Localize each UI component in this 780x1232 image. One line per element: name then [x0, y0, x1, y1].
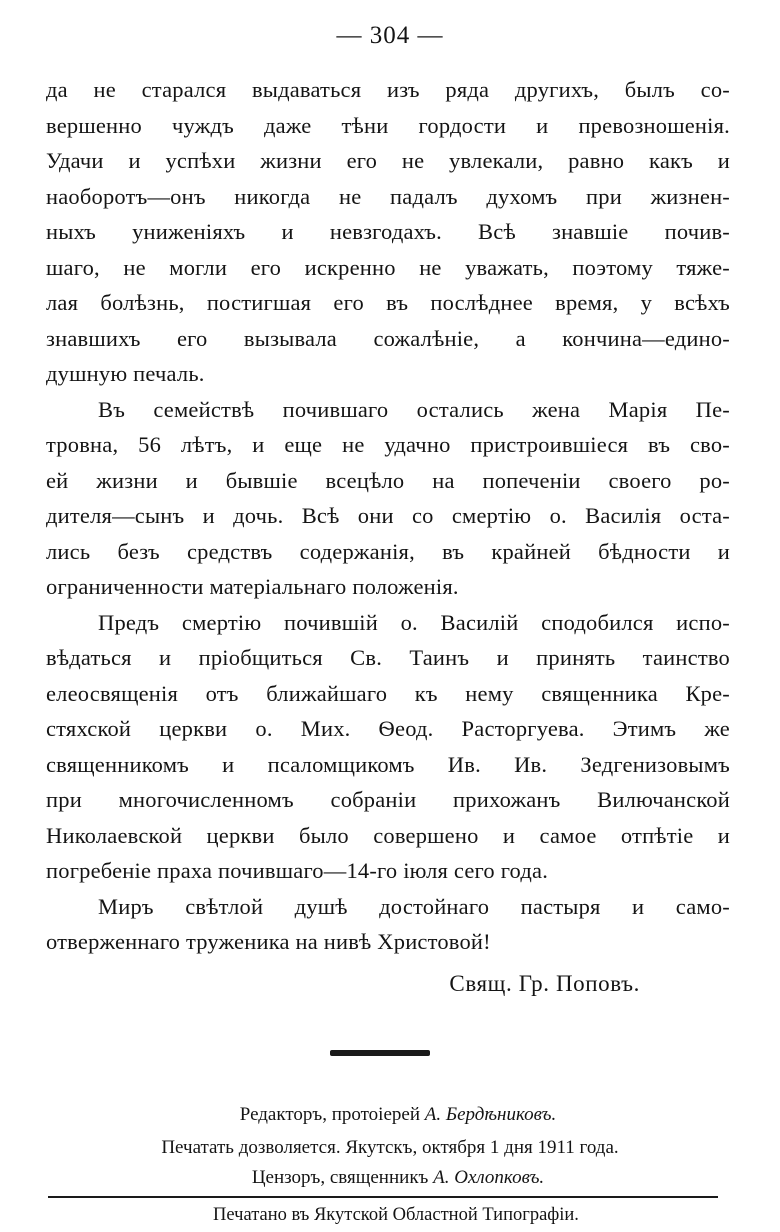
text-line: Николаевской церкви было совершено и самое отпѣтіе и — [46, 822, 730, 848]
text-line: Въ семействѣ почившаго остались жена Марія Пе- — [98, 396, 730, 422]
censor-label: Цензоръ, священникъ — [251, 1167, 429, 1188]
permission-line: Печатать дозволяется. Якутскъ, октября 1 дня 1911 года. — [161, 1137, 619, 1158]
footer-rule — [48, 1196, 718, 1198]
text-line: дителя—сынъ и дочь. Всѣ они со смертію о. Василія оста- — [46, 503, 730, 528]
text-line: при многочисленномъ собраніи прихожанъ Вилючанской — [46, 787, 730, 812]
text-line: наоборотъ—онъ никогда не падалъ духомъ при жизнен- — [46, 183, 730, 209]
text-line: священникомъ и псаломщикомъ Ив. Ив. Зедгенизовымъ — [46, 751, 730, 777]
page-number: — 304 — — [336, 22, 444, 49]
text-line: ей жизни и бывшіе всецѣло на попеченіи своего ро- — [46, 467, 730, 493]
text-line: вѣдаться и пріобщиться Св. Таинъ и принять таинство — [46, 645, 730, 670]
text-line: елеосвященія отъ ближайшаго къ нему священника Кре- — [46, 680, 730, 706]
text-line: лая болѣзнь, постигшая его въ послѣднее время, у всѣхъ — [46, 290, 730, 315]
text-line: ныхъ униженіяхъ и невзгодахъ. Всѣ знавшіе почив- — [46, 219, 730, 244]
text-line: Удачи и успѣхи жизни его не увлекали, равно какъ и — [46, 148, 730, 173]
text-line: лись безъ средствъ содержанія, въ крайней бѣдности и — [46, 538, 730, 564]
text-line: Предъ смертію почившій о. Василій сподобился испо- — [98, 609, 730, 635]
text-line: погребеніе праха почившаго—14-го іюля сего года. — [46, 858, 549, 883]
censor-name: А. Охлопковъ. — [433, 1167, 545, 1188]
text-line: ограниченности матеріальнаго положенія. — [46, 574, 459, 599]
author-signature: Свящ. Гр. Поповъ. — [449, 971, 640, 996]
ornament-divider — [330, 1050, 430, 1056]
editor-line — [0, 1100, 780, 1130]
article-body — [46, 72, 730, 960]
text-line: отверженнаго труженика на нивѣ Христовой! — [46, 929, 491, 954]
text-line: шаго, не могли его искренно не уважать, поэтому тяже- — [46, 254, 730, 280]
text-line: вершенно чуждъ даже тѣни гордости и превозношенія. — [46, 112, 730, 138]
printer-line: Печатано въ Якутской Областной Типографіи. — [213, 1205, 579, 1225]
text-line: Миръ свѣтлой душѣ достойнаго пастыря и само- — [98, 893, 730, 919]
text-line: тровна, 56 лѣтъ, и еще не удачно пристроившіеся въ сво- — [46, 432, 730, 457]
editor-name: А. Бердѣниковъ. — [424, 1104, 557, 1125]
text-line: душную печаль. — [46, 361, 205, 386]
censor-line — [0, 1163, 780, 1193]
text-line: да не старался выдаваться изъ ряда другихъ, былъ со- — [46, 77, 730, 102]
text-line: знавшихъ его вызывала сожалѣніе, а кончина—едино- — [46, 325, 730, 351]
text-line: стяхской церкви о. Мих. Ѳеод. Расторгуева. Этимъ же — [46, 716, 730, 741]
editor-label: Редакторъ, протоіерей — [239, 1104, 420, 1125]
